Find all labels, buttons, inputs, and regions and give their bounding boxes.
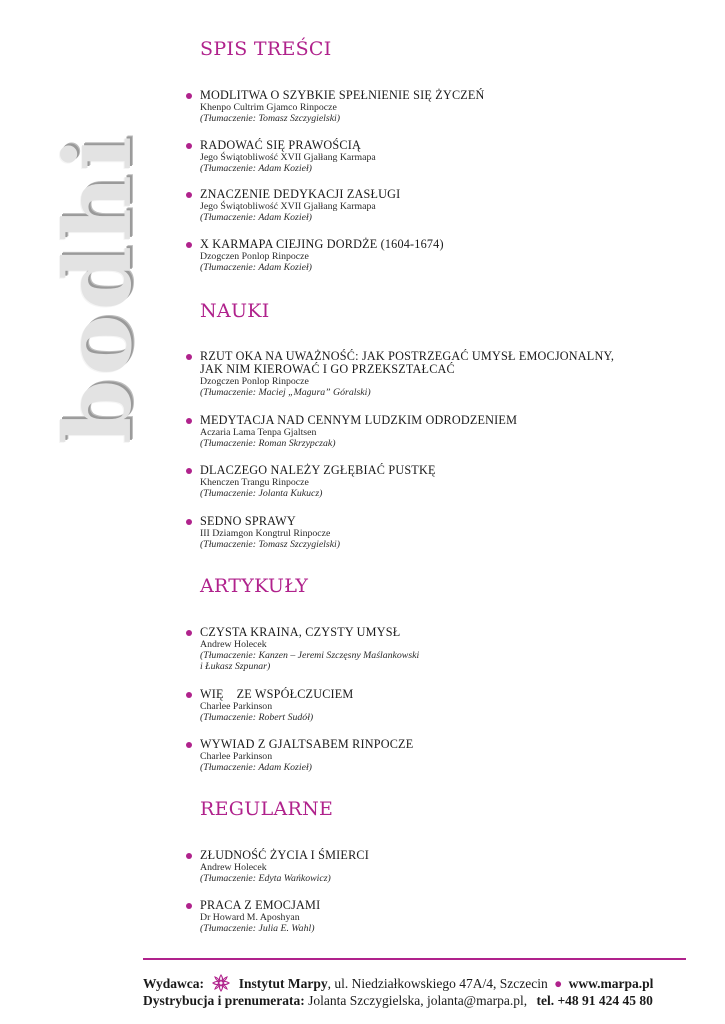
- bullet-icon: [186, 242, 192, 248]
- toc-item[interactable]: [186, 899, 696, 934]
- section-title-regularne: REGULARNE: [200, 798, 334, 820]
- toc-item[interactable]: [186, 139, 696, 174]
- bullet-icon: [186, 903, 192, 909]
- item-title: CZYSTA KRAINA, CZYSTY UMYSŁ: [200, 625, 401, 639]
- item-translator: (Tłumaczenie: Tomasz Szczygielski): [200, 539, 341, 550]
- item-translator: (Tłumaczenie: Edyta Wańkowicz): [200, 873, 331, 884]
- publisher-name: Instytut Marpy: [238, 976, 328, 991]
- toc-item[interactable]: [186, 515, 696, 550]
- item-title: DLACZEGO NALEŻY ZGŁĘBIAĆ PUSTKĘ: [200, 463, 436, 477]
- toc-item[interactable]: [186, 688, 696, 723]
- item-title-line2: JAK NIM KIEROWAĆ I GO PRZEKSZTAŁCAĆ: [200, 362, 455, 376]
- toc-item[interactable]: [186, 188, 696, 223]
- footer-divider: [143, 958, 686, 960]
- publisher-label: Wydawca:: [143, 976, 204, 991]
- item-title: ZNACZENIE DEDYKACJI ZASŁUGI: [200, 187, 401, 201]
- website-link[interactable]: www.marpa.pl: [568, 976, 654, 991]
- item-translator: (Tłumaczenie: Adam Kozieł): [200, 212, 312, 223]
- item-author: Andrew Holecek: [200, 639, 267, 650]
- bullet-icon: [186, 692, 192, 698]
- toc-item[interactable]: [186, 464, 696, 499]
- item-author: Dzogczen Ponlop Rinpocze: [200, 376, 309, 387]
- item-translator: (Tłumaczenie: Kanzen – Jeremi Szczęsny Maślankowski: [200, 650, 420, 661]
- item-title: PRACA Z EMOCJAMI: [200, 898, 321, 912]
- section-title-spis-tresci: SPIS TREŚCI: [200, 38, 332, 60]
- bodhi-logo-text: bodhi: [44, 132, 152, 444]
- footer-distribution-line: [143, 993, 688, 1009]
- distribution-contact[interactable]: Jolanta Szczygielska, jolanta@marpa.pl,: [308, 993, 528, 1008]
- bullet-icon: [186, 468, 192, 474]
- item-author: Dr Howard M. Aposhyan: [200, 912, 300, 923]
- toc-item[interactable]: [186, 626, 696, 672]
- item-translator: (Tłumaczenie: Roman Skrzypczak): [200, 438, 336, 449]
- toc-item[interactable]: [186, 414, 696, 449]
- publisher-address: , ul. Niedziałkowskiego 47A/4, Szczecin: [327, 976, 548, 991]
- phone-number: tel. +48 91 424 45 80: [536, 993, 653, 1008]
- item-author: III Dziamgon Kongtrul Rinpocze: [200, 528, 331, 539]
- bodhi-logo: [36, 36, 152, 444]
- bullet-icon: [186, 853, 192, 859]
- section-title-artykuly: ARTYKUŁY: [200, 575, 309, 597]
- toc-item[interactable]: [186, 89, 696, 124]
- item-title: ZŁUDNOŚĆ ŻYCIA I ŚMIERCI: [200, 848, 369, 862]
- item-title: RZUT OKA NA UWAŻNOŚĆ: JAK POSTRZEGAĆ UMYSŁ EMOCJONALNY,: [200, 349, 615, 363]
- section-title-nauki: NAUKI: [200, 300, 270, 322]
- item-translator: (Tłumaczenie: Adam Kozieł): [200, 262, 312, 273]
- item-title: WIĘ ZE WSPÓŁCZUCIEM: [200, 687, 354, 701]
- item-author: Charlee Parkinson: [200, 701, 273, 712]
- item-author: Andrew Holecek: [200, 862, 267, 873]
- item-translator: (Tłumaczenie: Robert Sudół): [200, 712, 314, 723]
- bullet-icon: [186, 93, 192, 99]
- toc-item[interactable]: [186, 849, 696, 884]
- bullet-icon: [186, 630, 192, 636]
- lotus-flower-icon: [210, 974, 232, 992]
- toc-item[interactable]: [186, 738, 696, 773]
- footer-publisher-line: [143, 974, 688, 992]
- item-author: Jego Świątobliwość XVII Gjalłang Karmapa: [200, 152, 376, 163]
- item-author: Dzogczen Ponlop Rinpocze: [200, 251, 309, 262]
- distribution-label: Dystrybucja i prenumerata:: [143, 993, 305, 1008]
- item-translator: (Tłumaczenie: Julia E. Wahl): [200, 923, 315, 934]
- item-title: X KARMAPA CIEJING DORDŻE (1604-1674): [200, 237, 444, 251]
- bullet-icon: [186, 519, 192, 525]
- item-translator: (Tłumaczenie: Adam Kozieł): [200, 163, 312, 174]
- item-title: RADOWAĆ SIĘ PRAWOŚCIĄ: [200, 138, 361, 152]
- item-title: MEDYTACJA NAD CENNYM LUDZKIM ODRODZENIEM: [200, 413, 518, 427]
- item-translator: (Tłumaczenie: Tomasz Szczygielski): [200, 113, 341, 124]
- item-author: Jego Świątobliwość XVII Gjalłang Karmapa: [200, 201, 376, 212]
- bullet-icon: ●: [554, 976, 563, 991]
- item-author: Khenpo Cultrim Gjamco Rinpocze: [200, 102, 337, 113]
- item-translator: (Tłumaczenie: Maciej „Magura” Góralski): [200, 387, 371, 398]
- item-translator: (Tłumaczenie: Adam Kozieł): [200, 762, 312, 773]
- bullet-icon: [186, 192, 192, 198]
- item-title: WYWIAD Z GJALTSABEM RINPOCZE: [200, 737, 414, 751]
- item-author: Aczaria Lama Tenpa Gjaltsen: [200, 427, 317, 438]
- item-title: SEDNO SPRAWY: [200, 514, 296, 528]
- bullet-icon: [186, 742, 192, 748]
- item-title: MODLITWA O SZYBKIE SPEŁNIENIE SIĘ ŻYCZEŃ: [200, 88, 485, 102]
- toc-item[interactable]: [186, 238, 696, 273]
- toc-item[interactable]: [186, 350, 696, 398]
- item-author: Khenczen Trangu Rinpocze: [200, 477, 309, 488]
- item-author: Charlee Parkinson: [200, 751, 273, 762]
- item-translator-line2: i Łukasz Szpunar): [200, 661, 271, 672]
- bullet-icon: [186, 143, 192, 149]
- bullet-icon: [186, 354, 192, 360]
- item-translator: (Tłumaczenie: Jolanta Kukucz): [200, 488, 323, 499]
- bullet-icon: [186, 418, 192, 424]
